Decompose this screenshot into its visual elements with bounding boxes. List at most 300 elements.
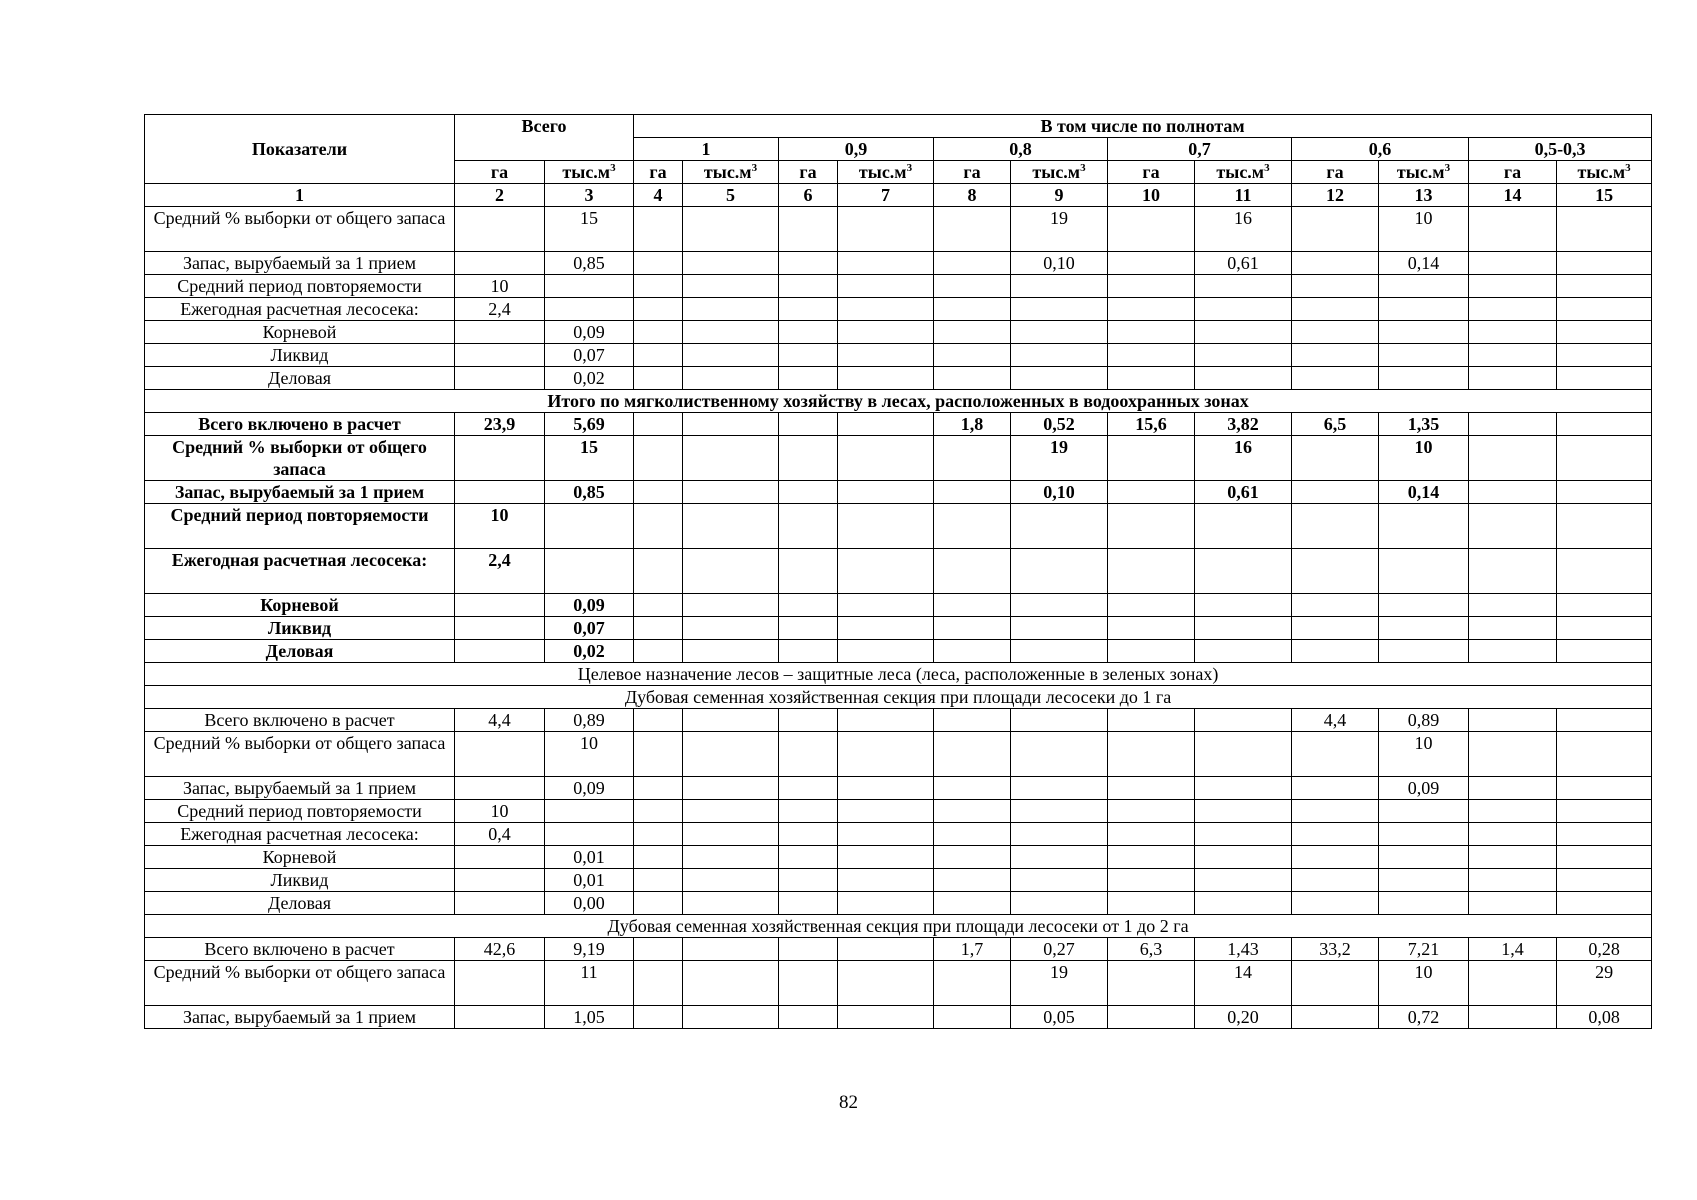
row-label: Деловая	[145, 367, 455, 390]
table-cell	[779, 275, 838, 298]
table-cell	[1011, 298, 1108, 321]
table-row	[145, 709, 1652, 732]
row-label: Всего включено в расчет	[145, 938, 455, 961]
row-label: Ликвид	[145, 869, 455, 892]
table-cell	[1108, 321, 1195, 344]
table-cell	[1195, 892, 1292, 915]
row-label: Ликвид	[145, 617, 455, 640]
section-header-row	[145, 390, 1652, 413]
table-cell	[1292, 777, 1379, 800]
table-cell	[934, 709, 1011, 732]
table-cell	[779, 777, 838, 800]
table-cell	[838, 436, 934, 481]
table-cell	[779, 298, 838, 321]
table-cell	[1469, 549, 1557, 594]
table-cell	[634, 823, 683, 846]
table-row	[145, 344, 1652, 367]
table-cell	[455, 846, 545, 869]
table-cell: 7,21	[1379, 938, 1469, 961]
table-cell	[779, 800, 838, 823]
table-cell	[1557, 481, 1652, 504]
table-row	[145, 594, 1652, 617]
table-cell	[1379, 823, 1469, 846]
table-cell	[683, 846, 779, 869]
table-cell: 0,01	[545, 846, 634, 869]
table-row	[145, 207, 1652, 252]
table-cell	[1469, 617, 1557, 640]
table-cell: 0,07	[545, 344, 634, 367]
table-cell	[1379, 640, 1469, 663]
table-row	[145, 1006, 1652, 1029]
header-unit-volume	[1379, 161, 1469, 184]
table-cell: 0,00	[545, 892, 634, 915]
row-label: Корневой	[145, 846, 455, 869]
row-label: Всего включено в расчет	[145, 413, 455, 436]
table-cell	[455, 207, 545, 252]
table-cell	[634, 481, 683, 504]
table-cell	[634, 869, 683, 892]
header-column-number: 11	[1195, 184, 1292, 207]
table-cell	[1557, 549, 1652, 594]
table-cell: 0,72	[1379, 1006, 1469, 1029]
header-unit-volume	[683, 161, 779, 184]
table-cell	[1292, 594, 1379, 617]
table-cell	[1011, 869, 1108, 892]
row-label: Ежегодная расчетная лесосека:	[145, 823, 455, 846]
table-cell	[934, 732, 1011, 777]
table-cell	[1379, 594, 1469, 617]
table-cell	[1469, 481, 1557, 504]
table-cell	[1108, 504, 1195, 549]
table-cell	[683, 298, 779, 321]
table-cell	[1011, 709, 1108, 732]
header-column-number: 15	[1557, 184, 1652, 207]
table-row	[145, 252, 1652, 275]
header-unit-ha: га	[1469, 161, 1557, 184]
table-cell	[1108, 617, 1195, 640]
table-cell	[634, 252, 683, 275]
table-cell	[683, 800, 779, 823]
table-cell: 2,4	[455, 549, 545, 594]
table-cell	[1108, 732, 1195, 777]
table-cell: 29	[1557, 961, 1652, 1006]
table-cell	[1292, 321, 1379, 344]
table-cell	[838, 938, 934, 961]
table-cell	[1195, 800, 1292, 823]
table-cell: 0,05	[1011, 1006, 1108, 1029]
table-row	[145, 892, 1652, 915]
table-cell: 0,4	[455, 823, 545, 846]
table-cell: 0,14	[1379, 481, 1469, 504]
table-cell	[1379, 617, 1469, 640]
table-cell	[634, 1006, 683, 1029]
table-cell	[838, 594, 934, 617]
table-cell	[779, 413, 838, 436]
header-unit-ha: га	[934, 161, 1011, 184]
row-label: Средний период повторяемости	[145, 275, 455, 298]
table-cell	[838, 732, 934, 777]
table-cell	[455, 321, 545, 344]
table-cell: 15	[545, 207, 634, 252]
header-density: 0,7	[1108, 138, 1292, 161]
row-label: Запас, вырубаемый за 1 прием	[145, 481, 455, 504]
table-cell	[683, 413, 779, 436]
table-cell	[1469, 436, 1557, 481]
table-cell	[1469, 640, 1557, 663]
table-cell	[934, 1006, 1011, 1029]
table-cell	[934, 367, 1011, 390]
table-cell	[779, 1006, 838, 1029]
table-cell	[683, 481, 779, 504]
table-cell: 0,89	[545, 709, 634, 732]
table-cell	[455, 961, 545, 1006]
header-density: 0,5-0,3	[1469, 138, 1652, 161]
section-header-row	[145, 686, 1652, 709]
table-cell	[1557, 344, 1652, 367]
table-cell	[934, 321, 1011, 344]
table-cell	[1469, 298, 1557, 321]
table-cell: 16	[1195, 207, 1292, 252]
table-cell	[838, 504, 934, 549]
table-cell	[455, 869, 545, 892]
table-cell: 11	[545, 961, 634, 1006]
table-cell	[1292, 436, 1379, 481]
table-cell	[545, 549, 634, 594]
table-cell	[1469, 709, 1557, 732]
table-cell	[1557, 298, 1652, 321]
table-cell	[634, 892, 683, 915]
table-cell	[838, 481, 934, 504]
table-cell	[838, 549, 934, 594]
table-row	[145, 481, 1652, 504]
table-cell	[934, 344, 1011, 367]
table-cell	[1292, 367, 1379, 390]
forest-table-sheet	[144, 114, 1651, 1029]
table-cell	[1557, 367, 1652, 390]
table-cell	[1108, 367, 1195, 390]
header-unit-volume-superscript: 3	[751, 162, 758, 174]
header-column-number: 14	[1469, 184, 1557, 207]
table-cell	[634, 594, 683, 617]
table-cell	[779, 869, 838, 892]
table-cell	[455, 594, 545, 617]
row-label: Деловая	[145, 640, 455, 663]
table-cell	[1195, 298, 1292, 321]
table-cell	[1557, 617, 1652, 640]
table-cell	[1469, 367, 1557, 390]
table-cell	[779, 252, 838, 275]
table-cell	[1557, 413, 1652, 436]
table-cell: 33,2	[1292, 938, 1379, 961]
table-cell	[1379, 275, 1469, 298]
header-unit-volume-superscript: 3	[1264, 162, 1270, 174]
table-cell	[634, 709, 683, 732]
table-cell: 10	[545, 732, 634, 777]
table-cell	[838, 298, 934, 321]
table-cell	[934, 869, 1011, 892]
table-cell	[634, 413, 683, 436]
table-cell	[1292, 800, 1379, 823]
table-cell	[634, 275, 683, 298]
table-cell	[934, 800, 1011, 823]
table-cell	[779, 709, 838, 732]
table-cell	[1195, 549, 1292, 594]
table-cell	[455, 344, 545, 367]
table-cell	[1379, 800, 1469, 823]
section-title: Целевое назначение лесов – защитные леса (леса, расположенные в зеленых зонах)	[145, 663, 1652, 686]
table-cell	[1195, 275, 1292, 298]
table-cell: 1,35	[1379, 413, 1469, 436]
table-cell	[1108, 892, 1195, 915]
table-cell: 0,09	[545, 777, 634, 800]
table-row	[145, 869, 1652, 892]
section-title: Итого по мягколиственному хозяйству в лесах, расположенных в водоохранных зонах	[145, 390, 1652, 413]
table-cell	[1292, 504, 1379, 549]
section-header-row	[145, 915, 1652, 938]
table-cell	[779, 846, 838, 869]
table-row	[145, 961, 1652, 1006]
header-unit-volume-text: тыс.м	[1216, 162, 1265, 182]
table-cell	[683, 961, 779, 1006]
header-column-number: 3	[545, 184, 634, 207]
table-cell: 0,09	[1379, 777, 1469, 800]
table-cell	[683, 1006, 779, 1029]
header-unit-volume	[1557, 161, 1652, 184]
row-label: Корневой	[145, 321, 455, 344]
table-cell: 0,02	[545, 640, 634, 663]
table-row	[145, 846, 1652, 869]
row-label: Средний % выборки от общего запаса	[145, 732, 455, 777]
section-title: Дубовая семенная хозяйственная секция при площади лесосеки от 1 до 2 га	[145, 915, 1652, 938]
table-cell	[455, 481, 545, 504]
table-row	[145, 549, 1652, 594]
table-cell: 14	[1195, 961, 1292, 1006]
table-cell	[1108, 1006, 1195, 1029]
table-cell	[1195, 640, 1292, 663]
table-cell	[1292, 961, 1379, 1006]
table-cell	[934, 549, 1011, 594]
table-cell	[1108, 594, 1195, 617]
table-row	[145, 367, 1652, 390]
table-cell	[545, 275, 634, 298]
table-cell: 10	[455, 275, 545, 298]
table-cell: 4,4	[455, 709, 545, 732]
table-cell	[934, 504, 1011, 549]
table-cell	[545, 800, 634, 823]
table-cell	[779, 892, 838, 915]
table-cell: 19	[1011, 961, 1108, 1006]
table-cell	[683, 823, 779, 846]
table-cell	[934, 846, 1011, 869]
table-cell	[1011, 640, 1108, 663]
table-cell: 0,85	[545, 252, 634, 275]
table-cell	[634, 367, 683, 390]
table-cell	[683, 344, 779, 367]
table-cell	[1379, 846, 1469, 869]
table-row	[145, 938, 1652, 961]
table-cell	[779, 321, 838, 344]
table-cell	[934, 298, 1011, 321]
header-unit-volume-superscript: 3	[1080, 162, 1086, 174]
table-cell	[1195, 367, 1292, 390]
table-cell	[1292, 344, 1379, 367]
table-cell	[1195, 732, 1292, 777]
table-cell	[838, 367, 934, 390]
table-cell	[1292, 869, 1379, 892]
row-label: Ликвид	[145, 344, 455, 367]
table-cell	[1108, 846, 1195, 869]
header-density: 0,6	[1292, 138, 1469, 161]
page-number: 82	[839, 1092, 858, 1113]
table-cell: 0,14	[1379, 252, 1469, 275]
table-cell: 10	[1379, 961, 1469, 1006]
table-cell: 6,5	[1292, 413, 1379, 436]
row-label: Запас, вырубаемый за 1 прием	[145, 252, 455, 275]
table-cell: 0,01	[545, 869, 634, 892]
header-unit-ha: га	[779, 161, 838, 184]
table-cell: 0,89	[1379, 709, 1469, 732]
table-cell	[1108, 252, 1195, 275]
header-column-number: 12	[1292, 184, 1379, 207]
table-cell	[1108, 800, 1195, 823]
table-cell	[545, 823, 634, 846]
table-cell	[1469, 344, 1557, 367]
table-cell	[1379, 504, 1469, 549]
table-cell	[1469, 594, 1557, 617]
header-density: 1	[634, 138, 779, 161]
table-cell	[1557, 846, 1652, 869]
table-cell	[1108, 709, 1195, 732]
table-cell	[1195, 617, 1292, 640]
table-cell	[1011, 594, 1108, 617]
table-cell	[1379, 549, 1469, 594]
table-cell: 6,3	[1108, 938, 1195, 961]
table-cell	[1195, 869, 1292, 892]
table-cell	[1469, 869, 1557, 892]
table-cell: 0,10	[1011, 481, 1108, 504]
table-row	[145, 298, 1652, 321]
table-cell	[1557, 504, 1652, 549]
header-total: Всего	[455, 115, 634, 161]
table-row	[145, 732, 1652, 777]
header-unit-volume	[1011, 161, 1108, 184]
table-row	[145, 823, 1652, 846]
section-header-row	[145, 663, 1652, 686]
table-cell	[1108, 869, 1195, 892]
table-cell	[455, 777, 545, 800]
table-cell: 4,4	[1292, 709, 1379, 732]
header-column-number: 2	[455, 184, 545, 207]
table-cell	[1011, 367, 1108, 390]
header-column-number: 9	[1011, 184, 1108, 207]
table-row	[145, 321, 1652, 344]
table-cell	[1557, 823, 1652, 846]
table-cell	[1469, 800, 1557, 823]
table-cell	[934, 892, 1011, 915]
table-cell	[779, 481, 838, 504]
table-cell	[683, 504, 779, 549]
table-cell	[634, 321, 683, 344]
table-cell: 15,6	[1108, 413, 1195, 436]
table-cell	[1469, 846, 1557, 869]
header-unit-volume-text: тыс.м	[858, 162, 907, 182]
table-cell	[838, 777, 934, 800]
table-cell	[1195, 594, 1292, 617]
table-cell	[1557, 321, 1652, 344]
table-cell	[634, 504, 683, 549]
table-cell	[1292, 846, 1379, 869]
table-row	[145, 617, 1652, 640]
row-label: Средний период повторяемости	[145, 800, 455, 823]
table-cell	[838, 709, 934, 732]
table-cell	[934, 640, 1011, 663]
table-cell	[683, 777, 779, 800]
table-cell	[1011, 823, 1108, 846]
table-cell	[455, 732, 545, 777]
table-cell	[1292, 1006, 1379, 1029]
header-unit-volume-text: тыс.м	[1396, 162, 1445, 182]
table-cell: 0,27	[1011, 938, 1108, 961]
table-cell	[1379, 321, 1469, 344]
table-cell: 15	[545, 436, 634, 481]
table-cell	[838, 321, 934, 344]
table-row	[145, 275, 1652, 298]
table-cell	[1557, 594, 1652, 617]
row-label: Ежегодная расчетная лесосека:	[145, 549, 455, 594]
row-label: Средний период повторяемости	[145, 504, 455, 549]
header-column-number: 13	[1379, 184, 1469, 207]
table-cell	[1557, 640, 1652, 663]
header-column-number: 8	[934, 184, 1011, 207]
table-cell	[1469, 321, 1557, 344]
header-column-number: 10	[1108, 184, 1195, 207]
table-cell: 16	[1195, 436, 1292, 481]
table-row	[145, 436, 1652, 481]
table-cell: 5,69	[545, 413, 634, 436]
table-cell	[1557, 436, 1652, 481]
table-cell	[683, 617, 779, 640]
table-cell: 10	[1379, 207, 1469, 252]
table-cell	[1557, 709, 1652, 732]
table-cell	[545, 298, 634, 321]
table-cell	[1292, 298, 1379, 321]
table-cell	[455, 367, 545, 390]
table-cell	[1469, 961, 1557, 1006]
table-cell	[1292, 640, 1379, 663]
table-cell	[683, 321, 779, 344]
header-unit-volume-superscript: 3	[1444, 162, 1451, 174]
table-cell: 2,4	[455, 298, 545, 321]
table-cell: 0,09	[545, 321, 634, 344]
table-cell	[455, 892, 545, 915]
table-cell	[545, 504, 634, 549]
table-cell: 1,7	[934, 938, 1011, 961]
table-cell	[634, 732, 683, 777]
table-cell	[683, 549, 779, 594]
table-cell	[1108, 549, 1195, 594]
table-cell	[838, 275, 934, 298]
table-cell: 1,8	[934, 413, 1011, 436]
table-cell	[838, 892, 934, 915]
table-cell	[1108, 298, 1195, 321]
table-cell	[1379, 892, 1469, 915]
table-cell	[934, 823, 1011, 846]
table-cell: 1,4	[1469, 938, 1557, 961]
table-cell	[779, 344, 838, 367]
header-column-number-row	[145, 184, 1652, 207]
table-cell	[634, 961, 683, 1006]
header-unit-volume	[1195, 161, 1292, 184]
